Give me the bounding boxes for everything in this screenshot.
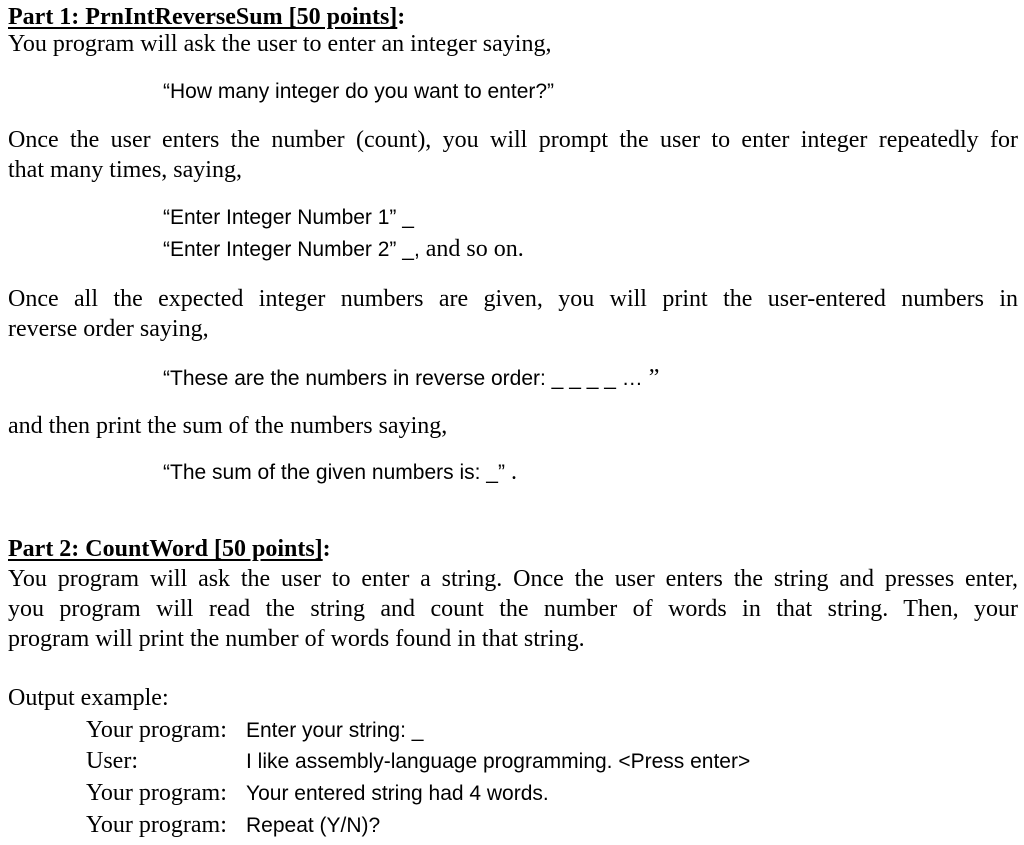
output-row-value: Repeat (Y/N)?	[246, 814, 381, 837]
part1-heading-colon: :	[397, 4, 406, 30]
part1-para3-line1: Once all the expected integer numbers are given, you will print the user-entered numbers in	[8, 286, 1018, 312]
part2-line3: program will print the number of words found in that string.	[8, 626, 585, 652]
output-row-value: Enter your string: _	[246, 719, 424, 742]
prompt-count: “How many integer do you want to enter?”	[163, 80, 555, 103]
part1-heading-line	[8, 2, 405, 32]
prompt-num2: “Enter Integer Number 2” _,	[163, 238, 420, 261]
prompt-num1: “Enter Integer Number 1” _	[163, 206, 414, 229]
part1-intro: You program will ask the user to enter an integer saying,	[8, 31, 552, 57]
output-row-label: Your program:	[86, 812, 227, 838]
reverse-msg-close: ”	[642, 365, 660, 391]
part1-heading: Part 1: PrnIntReverseSum [50 points]	[8, 4, 398, 30]
part2-heading-colon: :	[322, 536, 331, 562]
sum-msg-suffix: .	[504, 459, 517, 485]
prompt-num2-suffix: and so on.	[419, 236, 524, 262]
output-example-title: Output example:	[8, 685, 169, 711]
sum-msg: “The sum of the given numbers is: _”	[163, 461, 505, 484]
output-row-value: Your entered string had 4 words.	[246, 782, 549, 805]
output-row-label: User:	[86, 748, 138, 774]
sum-msg-line	[163, 457, 517, 488]
part1-para4: and then print the sum of the numbers saying,	[8, 413, 448, 439]
output-row-label: Your program:	[86, 717, 227, 743]
part2-heading: Part 2: CountWord [50 points]	[8, 536, 323, 562]
part1-para3-line2: reverse order saying,	[8, 316, 209, 342]
part2-heading-line	[8, 534, 331, 564]
part1-para2-line2: that many times, saying,	[8, 157, 242, 183]
part1-para2-line1: Once the user enters the number (count), you will prompt the user to enter integer repeatedly for	[8, 127, 1018, 153]
part2-line2: you program will read the string and count the number of words in that string. Then, your	[8, 596, 1018, 622]
part2-line1: You program will ask the user to enter a string. Once the user enters the string and presses enter,	[8, 566, 1018, 592]
output-row-label: Your program:	[86, 780, 227, 806]
reverse-msg-line	[163, 363, 659, 394]
reverse-msg: “These are the numbers in reverse order: _ _ _ _ …	[163, 367, 643, 390]
prompt-num2-line	[163, 234, 524, 265]
output-row-value: I like assembly-language programming. <Press enter>	[246, 750, 751, 773]
